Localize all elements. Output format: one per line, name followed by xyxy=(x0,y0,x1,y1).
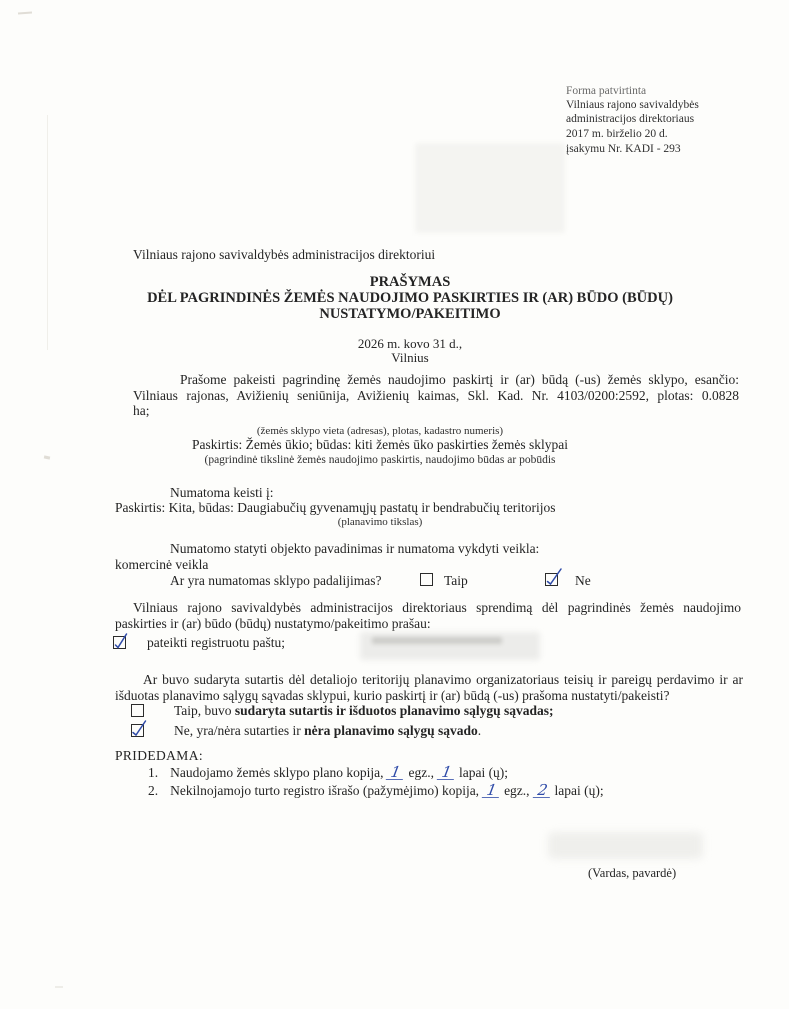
attachment-item-1 xyxy=(148,765,508,781)
request-paragraph xyxy=(133,372,739,419)
handwritten-check-icon xyxy=(131,724,144,737)
scan-artifact-dash xyxy=(55,986,63,988)
contract-no-label xyxy=(174,723,481,739)
redaction-blur-signature xyxy=(548,832,703,859)
attachment-2-number: 2. xyxy=(148,783,159,798)
contract-line1: Ar buvo sudaryta sutartis dėl detaliojo teritorijų planavimo organizatoriaus teisių ir pareigų perdavimo ir ar xyxy=(143,672,743,687)
attachment-2-post: lapai (ų); xyxy=(554,783,604,798)
attachment-1-post: lapai (ų); xyxy=(458,765,509,780)
approval-note-line: 2017 m. birželio 20 d. xyxy=(566,128,668,140)
contract-paragraph xyxy=(115,672,743,703)
contract-no-checkbox[interactable] xyxy=(131,724,144,737)
contract-no-suffix: . xyxy=(477,723,482,738)
object-value: komercinė veikla xyxy=(115,557,209,572)
division-no-label: Ne xyxy=(575,573,591,588)
location-note: (žemės sklypo vieta (adresas), plotas, kadastro numeris) xyxy=(256,425,504,437)
attachment-item-2 xyxy=(148,783,604,799)
current-purpose-note: (pagrindinė tikslinė žemės naudojimo paskirtis, naudojimo būdas ar pobūdis xyxy=(204,454,556,466)
contract-yes-prefix: Taip, buvo xyxy=(174,703,235,718)
attachment-2-text: Nekilnojamojo turto registro išrašo (pažymėjimo) kopija, xyxy=(170,783,480,798)
change-note: (planavimo tikslas) xyxy=(337,516,423,528)
document-title-line3: NUSTATYMO/PAKEITIMO xyxy=(319,306,501,322)
attachment-2-copies-field[interactable]: 1 xyxy=(482,784,501,798)
attachment-1-pages-field[interactable]: 1 xyxy=(437,766,456,780)
document-date: 2026 m. kovo 31 d., xyxy=(357,336,463,351)
document-city: Vilnius xyxy=(391,350,429,365)
scan-artifact-speck xyxy=(18,12,32,15)
delivery-paragraph xyxy=(115,600,741,631)
handwritten-check-icon xyxy=(113,636,126,649)
division-no-checkbox[interactable] xyxy=(545,573,558,586)
request-line1: Prašome pakeisti pagrindinę žemės naudojimo paskirtį ir (ar) būdą (-us) žemės sklypo, esančio: xyxy=(180,372,739,387)
current-purpose: Paskirtis: Žemės ūkio; būdas: kiti žemės ūko paskirties žemės sklypai xyxy=(191,437,569,452)
attachment-1-text: Naudojamo žemės sklypo plano kopija, xyxy=(170,765,384,780)
change-heading: Numatoma keisti į: xyxy=(170,485,274,500)
contract-yes-bold: sudaryta sutartis ir išduotos planavimo sąlygų sąvadas; xyxy=(234,703,554,718)
attachments-heading: PRIDEDAMA: xyxy=(115,748,204,763)
attachment-2-pages-field[interactable]: 2 xyxy=(532,784,551,798)
redaction-smear xyxy=(372,637,502,644)
attachment-2-mid: egz., xyxy=(504,783,530,798)
approval-note-line: Forma patvirtinta xyxy=(566,85,647,97)
delivery-line1: Vilniaus rajono savivaldybės administracijos direktoriaus sprendimą dėl pagrindinės žemės naudojimo xyxy=(133,600,741,615)
delivery-option-checkbox[interactable] xyxy=(113,636,126,649)
approval-note-line: Vilniaus rajono savivaldybės xyxy=(566,99,699,111)
contract-line2: išduotas planavimo sąlygų sąvadas sklypui, kurio paskirtį ir (ar) būdą (-us) prašoma nustatyti/pakeisti? xyxy=(115,687,670,703)
addressee-line: Vilniaus rajono savivaldybės administracijos direktoriui xyxy=(133,247,436,262)
object-heading: Numatomo statyti objekto pavadinimas ir numatoma vykdyti veikla: xyxy=(170,541,540,556)
approval-note-line: administracijos direktoriaus xyxy=(566,113,695,125)
scan-artifact-mark xyxy=(44,455,50,459)
contract-no-bold: nėra planavimo sąlygų sąvado xyxy=(304,723,478,738)
signature-name-label: (Vardas, pavardė) xyxy=(588,866,677,880)
delivery-option-label: pateikti registruotu paštu; xyxy=(147,635,285,650)
contract-no-prefix: Ne, yra/nėra sutarties ir xyxy=(174,723,305,738)
request-line2: Vilniaus rajonas, Avižienių seniūnija, Avižienių kaimas, Skl. Kad. Nr. 4103/0200:2592, plotas: 0.0828 xyxy=(133,387,739,403)
change-value: Paskirtis: Kita, būdas: Daugiabučių gyvenamųjų pastatų ir bendrabučių teritorijos xyxy=(115,500,556,515)
attachment-1-number: 1. xyxy=(148,765,159,780)
contract-yes-label xyxy=(174,703,553,719)
document-title-line2: DĖL PAGRINDINĖS ŽEMĖS NAUDOJIMO PASKIRTIES IR (AR) BŪDO (BŪDŲ) xyxy=(147,290,673,306)
request-line3: ha; xyxy=(133,403,150,418)
division-yes-label: Taip xyxy=(444,573,468,588)
handwritten-check-icon xyxy=(545,573,558,586)
redaction-blur-top xyxy=(415,143,565,233)
delivery-line2: paskirties ir (ar) būdo (būdų) nustatymo/pakeitimo prašau: xyxy=(115,615,431,631)
contract-yes-checkbox[interactable] xyxy=(131,704,144,717)
attachment-1-mid: egz., xyxy=(408,765,434,780)
document-title: PRAŠYMAS xyxy=(369,274,451,290)
approval-note-line: įsakymu Nr. KADI - 293 xyxy=(566,143,681,155)
attachment-1-copies-field[interactable]: 1 xyxy=(386,766,405,780)
division-yes-checkbox[interactable] xyxy=(420,573,433,586)
division-question: Ar yra numatomas sklypo padalijimas? xyxy=(170,573,382,588)
